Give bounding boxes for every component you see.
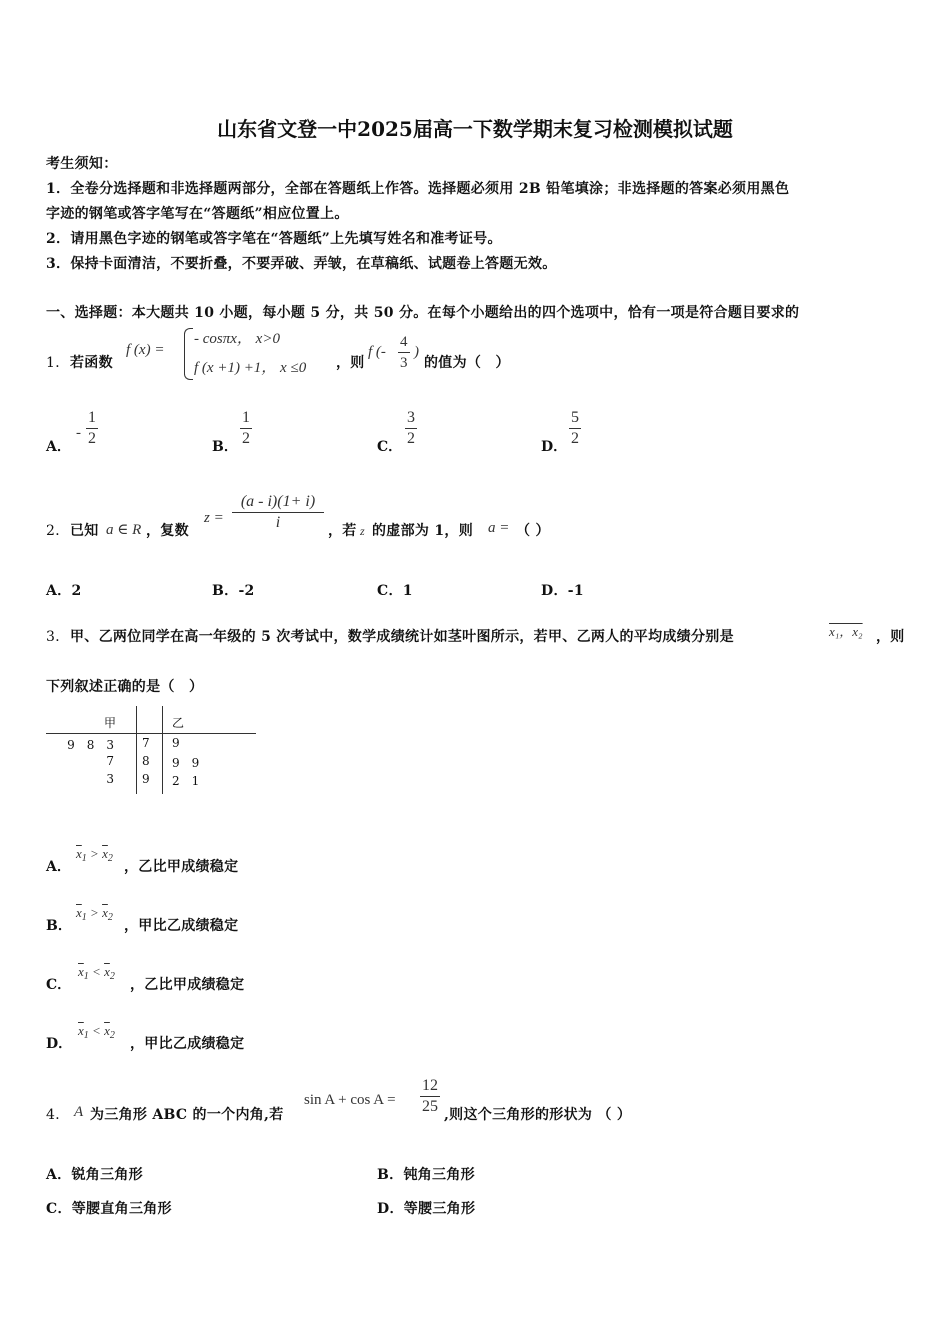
q2-option-d[interactable] [541, 580, 584, 600]
q4-option-c[interactable] [46, 1198, 172, 1218]
option-fraction [240, 408, 252, 449]
q1-mid: ，则 [336, 355, 365, 371]
option-value: -2 [238, 583, 255, 599]
option-value: -1 [567, 583, 584, 599]
stem-head-right: 乙 [172, 716, 185, 730]
option-expression: $\overline{x}_1 > \overline{x}_2$ [76, 905, 113, 923]
q1-fx: f (x) = [126, 342, 165, 358]
option-label: D． [541, 439, 568, 455]
option-num: 5 [569, 408, 581, 429]
q2-fraction [232, 492, 324, 533]
notice-line-2: 2．请用黑色字迹的钢笔或答字笔在“答题纸”上先填写姓名和准考证号。 [46, 231, 502, 247]
stem-row-2-left: 7 [106, 754, 114, 768]
option-label: B． [212, 439, 238, 455]
option-label: B． [212, 583, 239, 599]
option-label: B． [377, 1167, 404, 1183]
option-label: A． [46, 583, 72, 599]
section-heading: 一、选择题：本大题共 10 小题，每小题 5 分，共 50 分。在每个小题给出的四个选项中，恰有一项是符合题目要求的 [46, 305, 800, 321]
option-text: 等腰直角三角形 [71, 1201, 172, 1217]
stem-row-1-stem: 7 [142, 736, 150, 750]
option-den: 2 [88, 430, 96, 447]
stem-row-2-stem: 8 [142, 754, 150, 768]
q1-options [46, 408, 606, 460]
q2-mid-3: 的虚部为 1，则 [372, 523, 474, 539]
q4-text-2: ,则这个三角形的形状为 （ ） [444, 1107, 632, 1123]
q2-frac-num: (a - i)(1+ i) [232, 492, 324, 513]
option-relation: < [92, 964, 101, 979]
q1-number: 1． [46, 355, 70, 371]
q4-number: 4． [46, 1107, 70, 1123]
q4-frac-num: 12 [420, 1076, 440, 1097]
option-relation: < [92, 1023, 101, 1038]
q3-option-a[interactable] [46, 842, 346, 875]
stem-head-left: 甲 [104, 716, 117, 730]
q4-var-a: A [74, 1104, 84, 1120]
q2-mid-2: ，若 [328, 523, 357, 539]
stem-row-3-left: 3 [106, 772, 114, 786]
option-label: C． [46, 1201, 72, 1217]
q1-eval-num: 4 [398, 332, 410, 353]
q2-mid-1: ，复数 [146, 523, 189, 539]
stem-row-3-stem: 9 [142, 772, 150, 786]
option-fraction [86, 408, 98, 449]
q1-case-2: f (x +1) +1， x ≤0 [194, 360, 307, 376]
option-text: ，甲比乙成绩稳定 [124, 918, 239, 934]
q4-text-1: 为三角形 ABC 的一个内角,若 [90, 1107, 284, 1123]
q1-eval-fraction [398, 332, 410, 373]
option-text: 钝角三角形 [403, 1167, 475, 1183]
option-text: 锐角三角形 [71, 1167, 143, 1183]
notice-line-1a: 1．全卷分选择题和非选择题两部分，全部在答题纸上作答。选择题必须用 2B 铅笔填涂；非选择题的答案必须用黑色 [46, 181, 790, 197]
q4-fraction [420, 1076, 440, 1117]
option-label: C． [377, 439, 403, 455]
option-label: C． [46, 977, 72, 993]
option-relation: > [90, 846, 99, 861]
page-title: 山东省文登一中2025届高一下数学期末复习检测模拟试题 [217, 117, 733, 141]
option-num: 3 [405, 408, 417, 429]
option-expression: $\overline{x}_1 < \overline{x}_2$ [78, 964, 115, 982]
option-expression: $\overline{x}_1 < \overline{x}_2$ [78, 1023, 115, 1041]
option-value: 2 [71, 583, 82, 599]
q1-eval-post: ) [414, 344, 419, 360]
q1-eval-pre: f (- [368, 344, 386, 360]
notice-line-3: 3．保持卡面清洁，不要折叠，不要弄破、弄皱，在草稿纸、试题卷上答题无效。 [46, 256, 557, 272]
option-label: D． [46, 1036, 73, 1052]
question-4 [46, 1076, 686, 1128]
option-label: A． [46, 859, 71, 875]
option-label: A． [46, 1167, 72, 1183]
notice-heading: 考生须知： [46, 156, 118, 172]
option-value: 1 [402, 583, 413, 599]
option-text: ，乙比甲成绩稳定 [130, 977, 245, 993]
option-label: C． [377, 583, 403, 599]
option-text: 等腰三角形 [403, 1201, 476, 1217]
q4-frac-den: 25 [422, 1098, 438, 1115]
q2-a-eq: a = [488, 520, 510, 536]
stem-row-1-left: 9 8 3 [67, 738, 114, 752]
q3-option-c[interactable] [46, 960, 346, 993]
q1-brace [184, 328, 193, 380]
stem-divider-right [162, 706, 163, 794]
q2-z: z = [204, 510, 224, 526]
option-expression: $\overline{x}_1 > \overline{x}_2$ [76, 846, 113, 864]
q3-option-d[interactable] [46, 1019, 346, 1052]
stem-header-line [46, 733, 256, 734]
option-num: 1 [240, 408, 252, 429]
stem-divider-left [136, 706, 137, 794]
q2-post: （ ） [516, 523, 550, 539]
stem-row-3-right: 2 1 [172, 774, 200, 788]
q3-number: 3． [46, 629, 70, 645]
stem-leaf-plot [46, 706, 258, 796]
q1-case-1: - cosπx， x>0 [194, 331, 280, 347]
option-label: D． [377, 1201, 404, 1217]
q2-number: 2． [46, 523, 70, 539]
option-text: ，甲比乙成绩稳定 [130, 1036, 245, 1052]
notice-line-1b: 字迹的钢笔或答字笔写在“答题纸”相应位置上。 [46, 206, 349, 222]
option-fraction [569, 408, 581, 449]
option-relation: > [90, 905, 99, 920]
q2-pre: 已知 [70, 523, 99, 539]
q1-pre: 若函数 [70, 355, 113, 371]
q2-option-a[interactable] [46, 580, 82, 600]
q2-option-c[interactable] [377, 580, 413, 600]
q2-condition: a ∈ R [106, 522, 142, 538]
question-2 [46, 490, 606, 546]
stem-row-1-right: 9 [172, 736, 180, 750]
stem-row-2-right: 9 9 [172, 756, 200, 770]
option-fraction [405, 408, 417, 449]
option-text: ，乙比甲成绩稳定 [124, 859, 239, 875]
q3-option-b[interactable] [46, 901, 346, 934]
q4-option-b[interactable] [377, 1164, 475, 1184]
q2-frac-den: i [275, 514, 281, 531]
q4-option-a[interactable] [46, 1164, 143, 1184]
q3-text-2: 下列叙述正确的是（ ） [46, 679, 204, 695]
q2-z-2: z [360, 524, 365, 538]
q3-vars: x₁，x₂ [829, 624, 863, 639]
q3-text-1-end: ，则 [876, 629, 905, 645]
option-den: 2 [242, 430, 250, 447]
option-sign: - [76, 425, 81, 441]
option-den: 2 [407, 430, 415, 447]
option-label: B． [46, 918, 72, 934]
q1-eval-den: 3 [400, 355, 408, 371]
option-num: 1 [86, 408, 98, 429]
q4-expression: sin A + cos A = [304, 1092, 396, 1108]
q2-option-b[interactable] [212, 580, 255, 600]
q3-text-1: 甲、乙两位同学在高一年级的 5 次考试中，数学成绩统计如茎叶图所示，若甲、乙两人的平均成绩分别是 [70, 629, 734, 645]
option-den: 2 [571, 430, 579, 447]
q4-option-d[interactable] [377, 1198, 475, 1218]
q1-post: 的值为（ ） [424, 355, 510, 371]
option-label: A． [46, 439, 71, 455]
option-label: D． [541, 583, 568, 599]
